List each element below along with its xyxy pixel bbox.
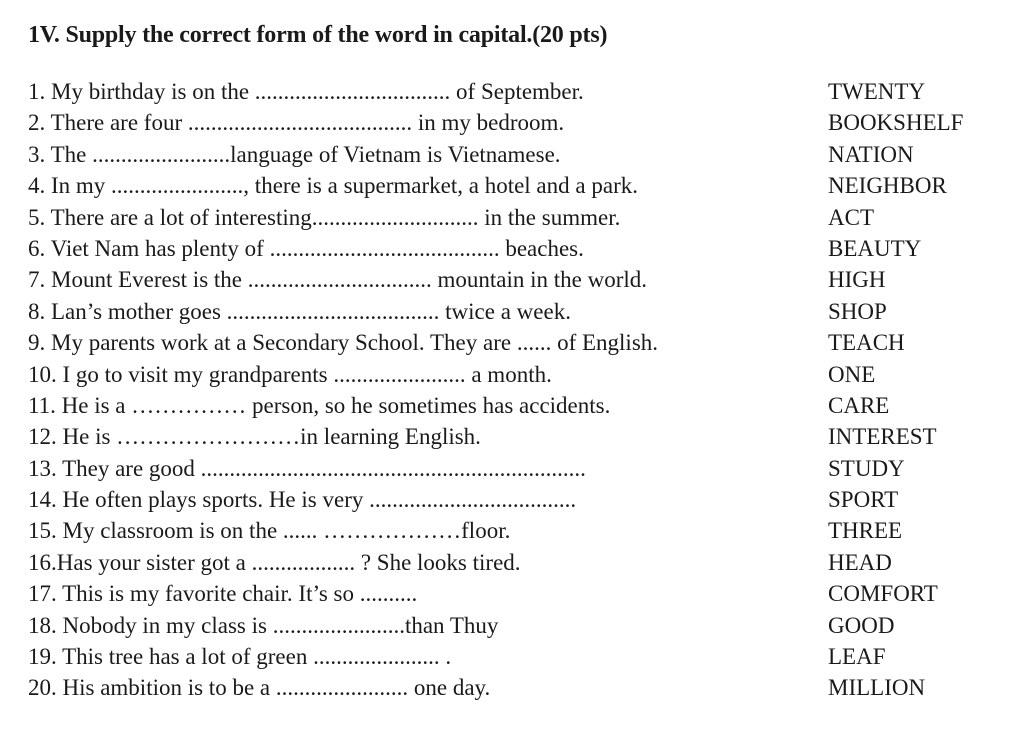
exercise-row-10 — [28, 359, 1008, 390]
capital-word-8: SHOP — [828, 298, 887, 324]
capital-word-7: HIGH — [828, 267, 886, 293]
sentence-15: 15. My classroom is on the ...... ………………floor. — [28, 518, 511, 544]
capital-word-18: GOOD — [828, 612, 895, 638]
sentence-9: 9. My parents work at a Secondary School. They are ...... of English. — [28, 330, 659, 356]
exercise-row-3 — [28, 139, 1008, 170]
capital-word-17: COMFORT — [828, 581, 938, 607]
exercise-row-11 — [28, 390, 1008, 421]
sentence-6: 6. Viet Nam has plenty of ........................................ beaches. — [28, 235, 584, 261]
capital-word-2: BOOKSHELF — [828, 110, 964, 136]
sentence-2: 2. There are four ....................................... in my bedroom. — [28, 110, 565, 136]
sentence-5: 5. There are a lot of interesting............................. in the summer. — [28, 204, 621, 230]
sentence-4: 4. In my ......................., there is a supermarket, a hotel and a park. — [28, 173, 638, 199]
capital-word-5: ACT — [828, 204, 874, 230]
exercise-row-7 — [28, 264, 1008, 295]
exercise-row-4 — [28, 170, 1008, 201]
exercise-row-9 — [28, 327, 1008, 358]
sentence-11: 11. He is a …………… person, so he sometimes has accidents. — [28, 392, 611, 418]
sentence-7: 7. Mount Everest is the ................................ mountain in the world. — [28, 267, 648, 293]
capital-word-14: SPORT — [828, 487, 899, 513]
sentence-8: 8. Lan’s mother goes ..................................... twice a week. — [28, 298, 571, 324]
capital-word-4: NEIGHBOR — [828, 173, 947, 199]
sentence-3: 3. The ........................language of Vietnam is Vietnamese. — [28, 141, 561, 167]
capital-word-19: LEAF — [828, 644, 886, 670]
exercise-row-18 — [28, 610, 1008, 641]
capital-word-11: CARE — [828, 392, 890, 418]
sentence-13: 13. They are good ................................................................... — [28, 455, 586, 481]
exercise-row-15 — [28, 515, 1008, 546]
sentence-10: 10. I go to visit my grandparents ....................... a month. — [28, 361, 552, 387]
exercise-row-13 — [28, 453, 1008, 484]
exercise-row-6 — [28, 233, 1008, 264]
exercise-row-16 — [28, 547, 1008, 578]
sentence-16: 16.Has your sister got a .................. ? She looks tired. — [28, 549, 521, 575]
capital-word-6: BEAUTY — [828, 235, 922, 261]
sentence-1: 1. My birthday is on the .................................. of September. — [28, 79, 584, 104]
exercise-row-17 — [28, 578, 1008, 609]
exercise-heading: 1V. Supply the correct form of the word in capital.(20 pts) — [28, 22, 608, 48]
capital-word-12: INTEREST — [828, 424, 937, 450]
exercise-row-8 — [28, 296, 1008, 327]
exercise-row-1 — [28, 76, 1008, 107]
capital-word-3: NATION — [828, 141, 914, 167]
capital-word-9: TEACH — [828, 330, 905, 356]
sentence-20: 20. His ambition is to be a ....................... one day. — [28, 675, 491, 701]
sentence-12: 12. He is ……………………in learning English. — [28, 424, 481, 450]
capital-word-10: ONE — [828, 361, 876, 387]
exercise-row-14 — [28, 484, 1008, 515]
sentence-14: 14. He often plays sports. He is very .................................... — [28, 487, 577, 513]
sentence-18: 18. Nobody in my class is .......................than Thuy — [28, 612, 499, 638]
exercise-row-12 — [28, 421, 1008, 452]
capital-word-13: STUDY — [828, 455, 905, 481]
sentence-17: 17. This is my favorite chair. It’s so .......... — [28, 581, 418, 607]
capital-word-20: MILLION — [828, 675, 926, 701]
capital-word-16: HEAD — [828, 549, 892, 575]
sentence-19: 19. This tree has a lot of green ...................... . — [28, 644, 452, 670]
exercise-row-20 — [28, 672, 1008, 703]
exercise-list — [28, 76, 1008, 704]
exercise-row-19 — [28, 641, 1008, 672]
exercise-row-2 — [28, 107, 1008, 138]
capital-word-1: TWENTY — [828, 79, 926, 104]
exercise-row-5 — [28, 202, 1008, 233]
capital-word-15: THREE — [828, 518, 903, 544]
